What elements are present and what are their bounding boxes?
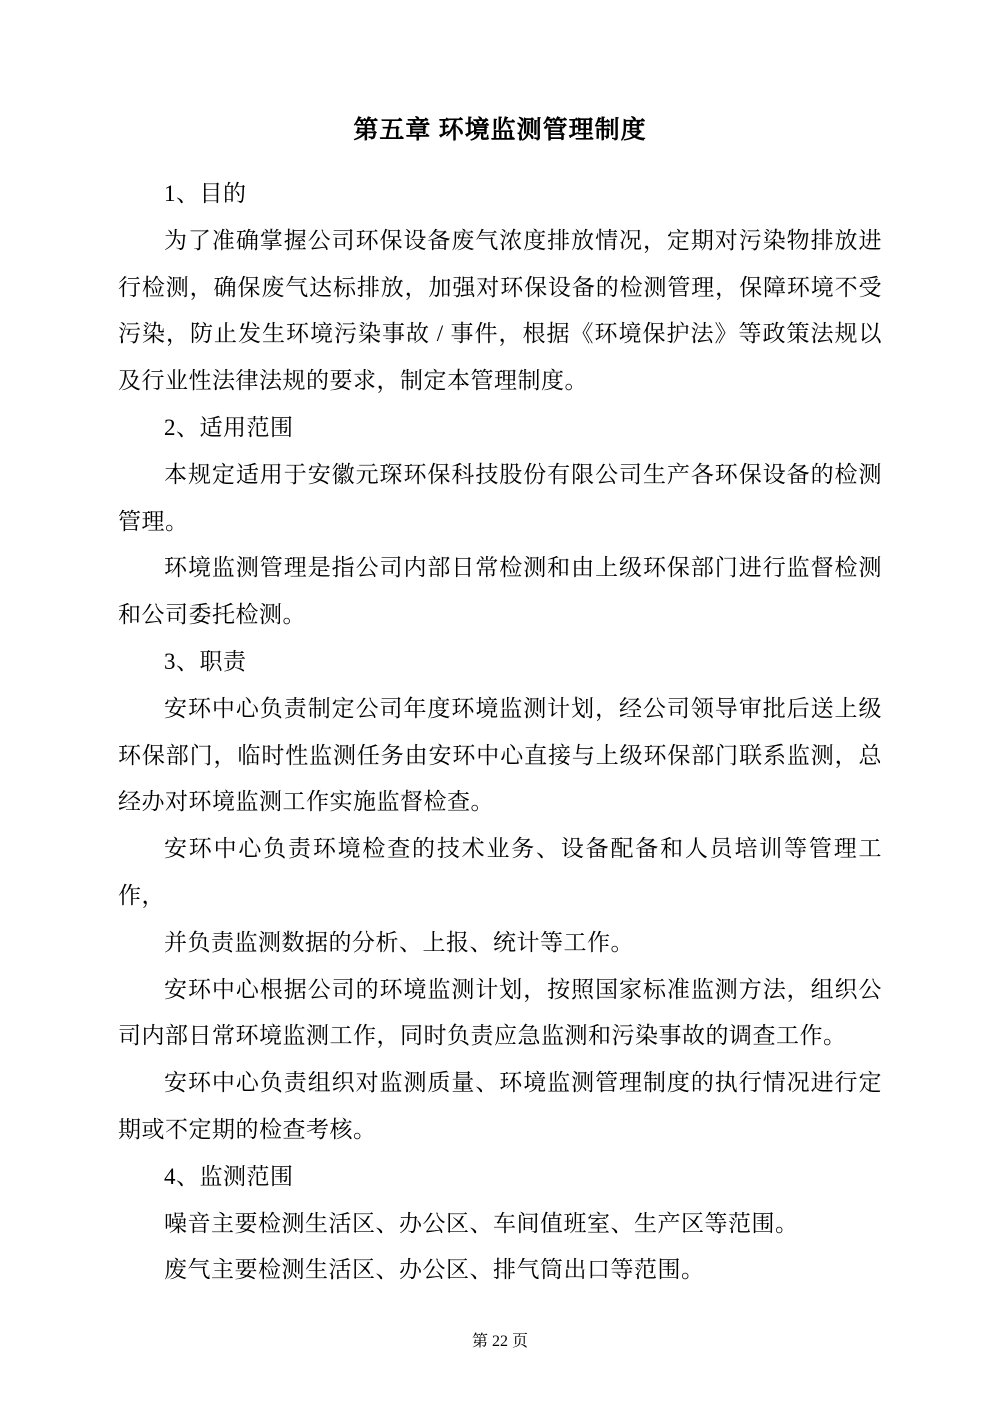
page-number: 第 22 页	[471, 1333, 528, 1350]
section-heading: 3、职责	[164, 648, 247, 674]
paragraph: 废气主要检测生活区、办公区、排气筒出口等范围。	[164, 1257, 705, 1283]
paragraph: 安环中心负责组织对监测质量、环境监测管理制度的执行情况进行定期或不定期的检查考核。	[118, 1070, 882, 1142]
paragraph: 噪音主要检测生活区、办公区、车间值班室、生产区等范围。	[164, 1210, 799, 1236]
section-heading: 2、适用范围	[164, 414, 294, 440]
page-title: 第五章 环境监测管理制度	[353, 117, 647, 144]
paragraph: 安环中心负责环境检查的技术业务、设备配备和人员培训等管理工作，	[118, 836, 882, 908]
paragraph: 并负责监测数据的分析、上报、统计等工作。	[164, 929, 634, 955]
document-body	[118, 171, 882, 1294]
section-heading: 4、监测范围	[164, 1163, 294, 1189]
section-heading: 1、目的	[164, 181, 247, 206]
paragraph: 安环中心根据公司的环境监测计划，按照国家标准监测方法，组织公司内部日常环境监测工作，同时负责应急监测和污染事故的调查工作。	[118, 976, 882, 1049]
paragraph: 环境监测管理是指公司内部日常检测和由上级环保部门进行监督检测和公司委托检测。	[118, 555, 882, 628]
paragraph: 本规定适用于安徽元琛环保科技股份有限公司生产各环保设备的检测管理。	[118, 461, 882, 534]
paragraph: 安环中心负责制定公司年度环境监测计划，经公司领导审批后送上级环保部门，临时性监测任务由安环中心直接与上级环保部门联系监测，总经办对环境监测工作实施监督检查。	[118, 695, 882, 815]
paragraph: 为了准确掌握公司环保设备废气浓度排放情况，定期对污染物排放进行检测，确保废气达标排放，加强对环保设备的检测管理，保障环境不受污染，防止发生环境污染事故 / 事件，根据《环境保护法》等政策法规以及行业性法律法规的要求，制定本管理制度。	[118, 227, 882, 394]
